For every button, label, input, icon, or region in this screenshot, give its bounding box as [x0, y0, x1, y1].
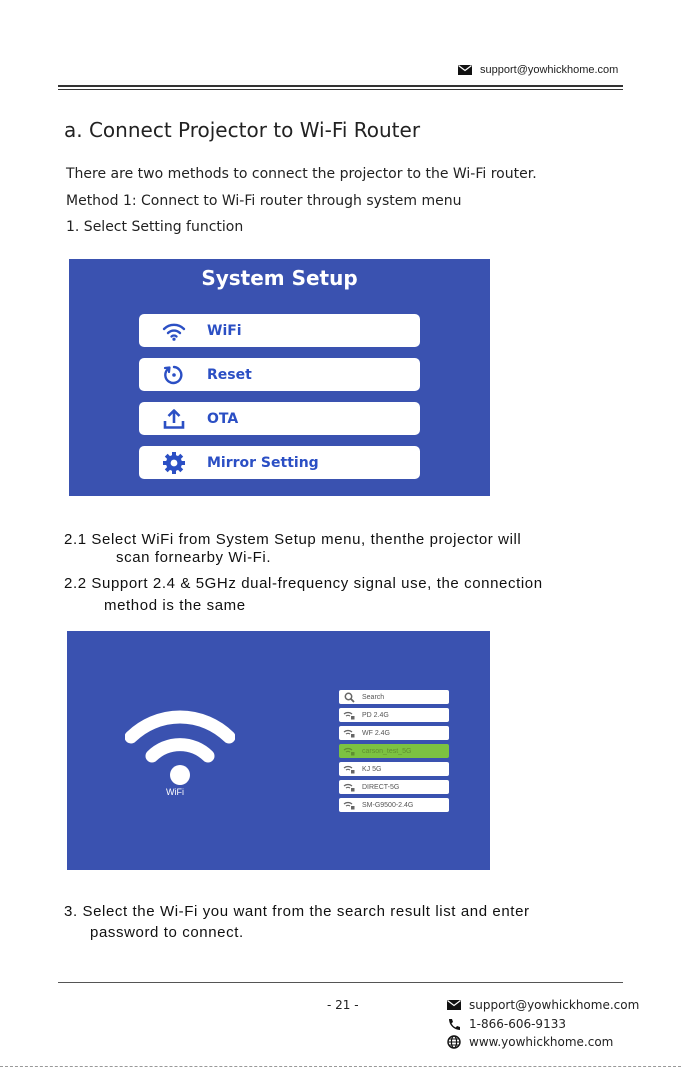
mail-icon	[447, 1000, 461, 1010]
header-email	[458, 64, 618, 76]
search-icon	[343, 692, 355, 702]
header-rule	[58, 85, 623, 87]
wifi-lock-icon	[343, 782, 355, 792]
wifi-scan-screen	[67, 631, 490, 870]
menu-item-mirror-setting[interactable]	[139, 446, 420, 479]
wifi-search-item[interactable]	[339, 690, 449, 704]
wifi-icon	[161, 318, 187, 344]
wifi-network-item[interactable]	[339, 798, 449, 812]
menu-item-label: WiFi	[207, 322, 242, 339]
wifi-lock-icon	[343, 728, 355, 738]
section-title: a. Connect Projector to Wi-Fi Router	[64, 118, 421, 142]
page-number: - 21 -	[327, 998, 359, 1012]
wifi-network-item[interactable]	[339, 762, 449, 776]
menu-item-label: Reset	[207, 366, 252, 383]
footer-email	[447, 998, 639, 1012]
wifi-lock-icon	[343, 764, 355, 774]
wifi-screen-label: WiFi	[166, 787, 184, 797]
system-setup-screen	[69, 259, 490, 496]
wifi-network-item[interactable]	[339, 780, 449, 794]
footer-website-text[interactable]: www.yowhickhome.com	[469, 1035, 614, 1049]
menu-item-reset[interactable]	[139, 358, 420, 391]
page-bottom-edge	[0, 1066, 681, 1067]
wifi-lock-icon	[343, 800, 355, 810]
intro-line-2: Method 1: Connect to Wi-Fi router through system menu	[66, 193, 462, 209]
mail-icon	[458, 65, 472, 75]
footer-rule	[58, 982, 623, 983]
menu-item-label: Mirror Setting	[207, 454, 319, 471]
wifi-item-label: WF 2.4G	[362, 729, 391, 737]
intro-line-3: 1. Select Setting function	[66, 219, 244, 235]
step-2-2-line-2: method is the same	[104, 597, 246, 614]
wifi-item-label: PD 2.4G	[362, 711, 389, 719]
wifi-network-item[interactable]	[339, 726, 449, 740]
wifi-item-label: Search	[362, 693, 385, 701]
header-rule-thin	[58, 89, 623, 90]
menu-item-ota[interactable]	[139, 402, 420, 435]
menu-item-wifi[interactable]	[139, 314, 420, 347]
wifi-lock-icon	[343, 710, 355, 720]
header-email-text[interactable]: support@yowhickhome.com	[480, 64, 619, 76]
system-setup-title: System Setup	[201, 266, 358, 290]
wifi-item-label: carson_test_5G	[362, 747, 412, 755]
wifi-network-item[interactable]	[339, 708, 449, 722]
step-3-line-1: 3. Select the Wi-Fi you want from the search result list and enter	[64, 903, 530, 920]
footer-website	[447, 1035, 613, 1049]
step-2-1-line-2: scan fornearby Wi-Fi.	[116, 549, 272, 566]
menu-item-label: OTA	[207, 410, 239, 427]
footer-phone-text[interactable]: 1-866-606-9133	[469, 1017, 566, 1031]
wifi-item-label: DIRECT-5G	[362, 783, 400, 791]
intro-line-1: There are two methods to connect the projector to the Wi-Fi router.	[66, 166, 537, 182]
footer-email-text[interactable]: support@yowhickhome.com	[469, 998, 640, 1012]
upload-icon	[161, 406, 187, 432]
step-3-line-2: password to connect.	[90, 924, 244, 941]
wifi-large-icon	[125, 707, 235, 787]
step-2-1-line-1: 2.1 Select WiFi from System Setup menu, thenthe projector will	[64, 531, 522, 548]
wifi-item-label: SM-G9500-2.4G	[362, 801, 414, 809]
wifi-lock-icon	[343, 746, 355, 756]
phone-icon	[447, 1018, 461, 1031]
globe-icon	[447, 1035, 461, 1049]
step-2-2-line-1: 2.2 Support 2.4 & 5GHz dual-frequency signal use, the connection	[64, 575, 543, 592]
wifi-network-list	[339, 690, 449, 816]
reset-icon	[161, 362, 187, 388]
wifi-item-label: KJ 5G	[362, 765, 382, 773]
gear-icon	[161, 450, 187, 476]
footer-phone	[447, 1017, 566, 1031]
wifi-network-item-selected[interactable]	[339, 744, 449, 758]
